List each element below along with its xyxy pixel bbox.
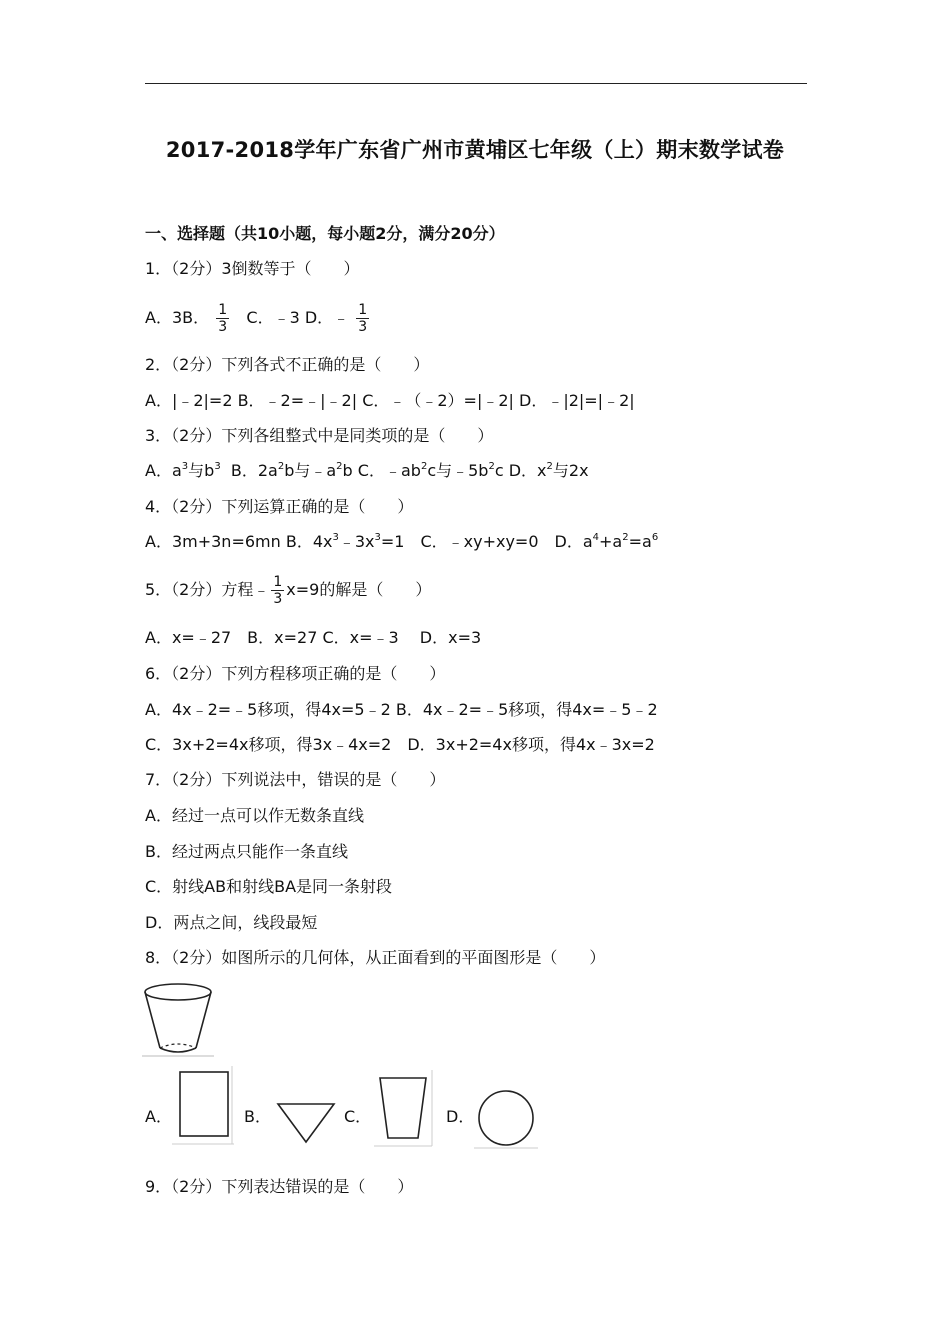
q1-opt-ab: A．3B． [145, 308, 210, 327]
question-1-options [145, 302, 371, 335]
q1-fraction-d: $\frac{1}{3}$ [358, 302, 368, 335]
question-1-stem: 1．（2分）3倒数等于（ ） [145, 259, 360, 278]
question-3-stem: 3．（2分）下列各组整式中是同类项的是（ ） [145, 426, 494, 445]
q8-option-a-label: A． [145, 1107, 172, 1126]
q8-option-c-label: C． [344, 1107, 372, 1126]
question-6-stem: 6．（2分）下列方程移项正确的是（ ） [145, 664, 446, 683]
section-heading: 一、选择题（共10小题，每小题2分，满分20分） [145, 224, 505, 243]
question-4-options: A．3m+3n=6mn B．$4x^3﹣3x^3=1$ C．﹣xy+xy=0 D．$a^4+a^2=a^6$ [145, 532, 659, 551]
option-a-rectangle-figure [172, 1066, 234, 1148]
page-title: 2017-2018学年广东省广州市黄埔区七年级（上）期末数学试卷 [165, 138, 785, 162]
question-8-stem: 8．（2分）如图所示的几何体，从正面看到的平面图形是（ ） [145, 948, 606, 967]
option-c-trapezoid-figure [372, 1070, 434, 1150]
question-2-stem: 2．（2分）下列各式不正确的是（ ） [145, 355, 430, 374]
question-7-stem: 7．（2分）下列说法中，错误的是（ ） [145, 770, 446, 789]
question-5-options: A．x=﹣27 B．x=27 C．x=﹣3 D．x=3 [145, 628, 482, 647]
question-5-stem: 5．（2分）方程﹣ $\frac{1}{3}$ x=9的解是（ ） [145, 574, 432, 607]
question-9-stem: 9．（2分）下列表达错误的是（ ） [145, 1177, 414, 1196]
question-6-options-row2: C．3x+2=4x移项，得3x﹣4x=2 D．3x+2=4x移项，得4x﹣3x=2 [145, 735, 655, 754]
q8-option-b-label: B． [244, 1107, 271, 1126]
question-3-options: A．$a^3$与$b^3$ B．$2a^2b$与$﹣a^2b$ C．$﹣ab^2c$与$﹣5b^2c$ D．$x^2$与2x [145, 461, 589, 480]
question-4-stem: 4．（2分）下列运算正确的是（ ） [145, 497, 414, 516]
cup-solid-figure [140, 980, 220, 1058]
question-7-option-d: D．两点之间，线段最短 [145, 913, 318, 932]
question-7-option-c: C．射线AB和射线BA是同一条射段 [145, 877, 393, 896]
question-7-option-b: B．经过两点只能作一条直线 [145, 842, 348, 861]
option-d-circle-figure [472, 1086, 540, 1150]
question-7-option-a: A．经过一点可以作无数条直线 [145, 806, 364, 825]
q1-fraction-b: $\frac{1}{3}$ [218, 302, 228, 335]
q5-fraction: $\frac{1}{3}$ [273, 574, 283, 607]
question-2-options: A．|﹣2|=2 B．﹣2=﹣|﹣2| C．﹣（﹣2）=|﹣2| D．﹣|2|=|﹣2| [145, 391, 635, 410]
option-b-triangle-figure [270, 1096, 342, 1148]
question-6-options-row1: A．4x﹣2=﹣5移项，得4x=5﹣2 B．4x﹣2=﹣5移项，得4x=﹣5﹣2 [145, 700, 658, 719]
q1-opt-cd: C．﹣3 D．﹣ [246, 308, 350, 327]
top-rule [145, 83, 807, 84]
q8-option-d-label: D． [446, 1107, 475, 1126]
